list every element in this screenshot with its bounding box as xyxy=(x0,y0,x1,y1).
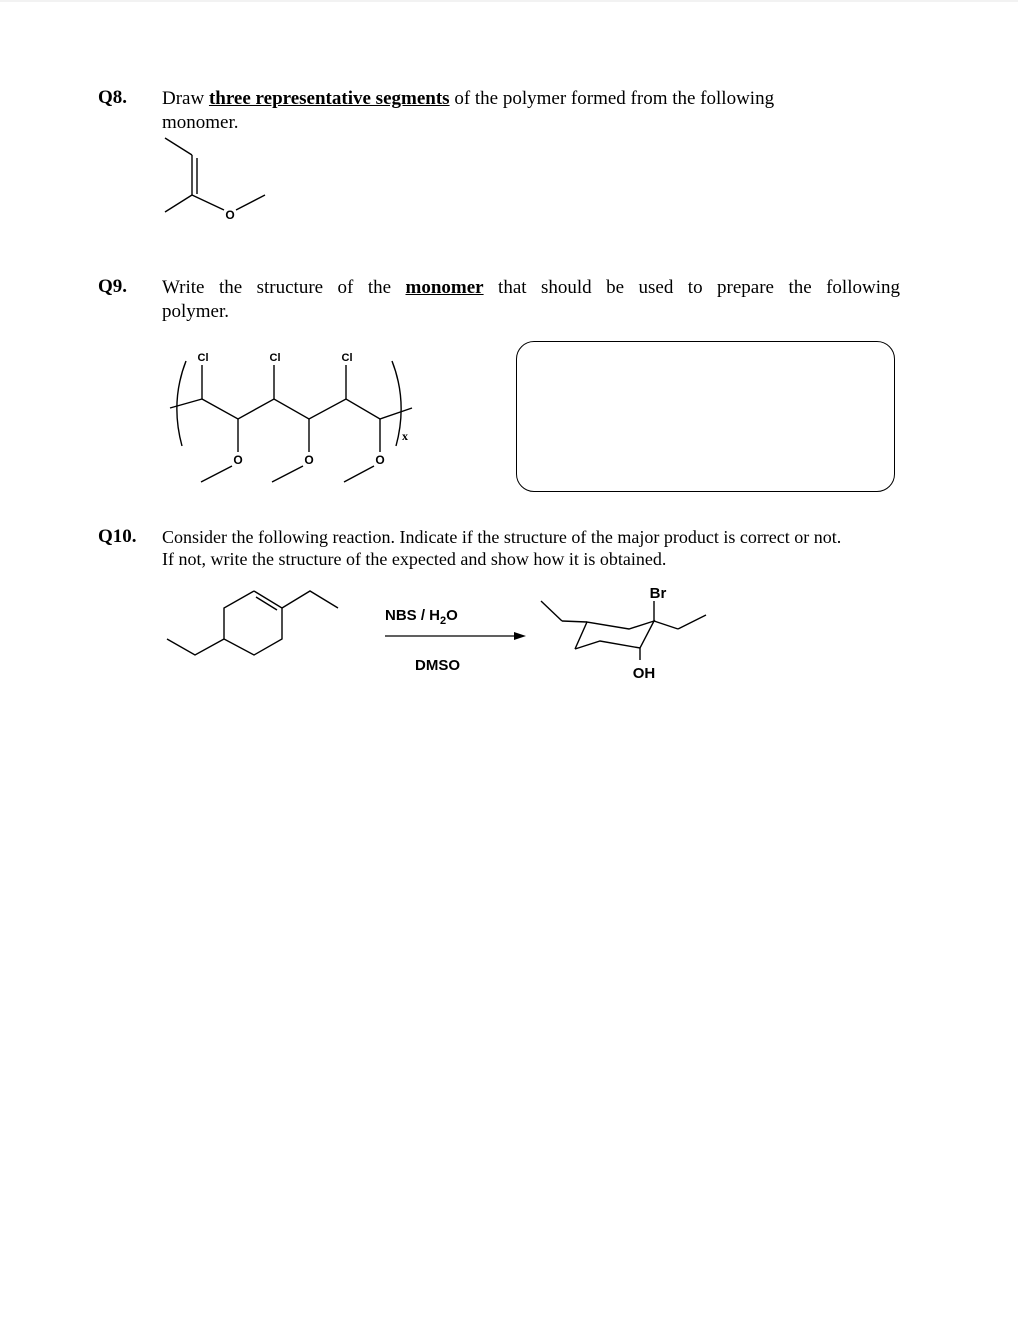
q9-o-label-2: O xyxy=(304,453,314,467)
q10-reagent-bottom: DMSO xyxy=(415,657,460,674)
q9-cl-label-3: Cl xyxy=(341,352,353,364)
q9-right-bracket xyxy=(392,361,401,446)
q9-text-line2: polymer. xyxy=(162,301,230,322)
q10-reagent-subscript: 2 xyxy=(440,615,447,627)
q10-reagent-top-a: NBS / H xyxy=(385,607,441,624)
q8-number: Q8. xyxy=(98,87,128,108)
q9-text-before: Write the structure of the xyxy=(162,277,406,298)
q9-text xyxy=(162,276,900,324)
q10-reaction-arrow xyxy=(380,600,540,690)
q8-text-before: Draw xyxy=(162,88,209,109)
q8-emphasis: three representative segments xyxy=(208,88,450,109)
q8-text xyxy=(162,87,902,135)
q10-text xyxy=(162,526,922,570)
q9-number: Q9. xyxy=(98,276,128,297)
q8-oxygen-label: O xyxy=(225,208,235,222)
page-top-edge xyxy=(0,0,1018,2)
q10-hydroxyl-label: OH xyxy=(632,665,656,682)
q10-number: Q10. xyxy=(98,526,137,547)
q10-reagent-top xyxy=(385,607,458,627)
q9-text-after: that should be used to prepare the following xyxy=(483,277,900,298)
q9-emphasis: monomer xyxy=(405,277,484,298)
q8-monomer-structure xyxy=(160,134,280,229)
q10-starting-material xyxy=(164,588,344,668)
q10-product-bonds xyxy=(541,601,706,660)
q10-sm-bonds xyxy=(167,591,338,655)
q8-bonds xyxy=(165,138,265,212)
q10-product-structure xyxy=(538,584,718,684)
q8-text-after: of the polymer formed from the following xyxy=(449,88,775,109)
q10-text-line1: Consider the following reaction. Indicate if the structure of the major product is correct or not. xyxy=(162,527,842,547)
q8-text-line2: monomer. xyxy=(162,112,239,133)
q10-bromine-label: Br xyxy=(649,585,667,602)
q9-cl-label-1: Cl xyxy=(197,352,209,364)
q10-text-line2: If not, write the structure of the expected and show how it is obtained. xyxy=(162,549,667,569)
q9-text-line1 xyxy=(162,276,900,300)
q9-answer-box[interactable] xyxy=(516,341,895,492)
q9-o-label-3: O xyxy=(375,453,385,467)
q9-o-label-1: O xyxy=(233,453,243,467)
q9-repeat-subscript: x xyxy=(402,429,408,443)
q10-reagent-top-b: O xyxy=(446,607,458,624)
q9-cl-label-2: Cl xyxy=(269,352,281,364)
q9-polymer-structure xyxy=(160,342,420,492)
q10-arrow-head xyxy=(514,632,526,640)
